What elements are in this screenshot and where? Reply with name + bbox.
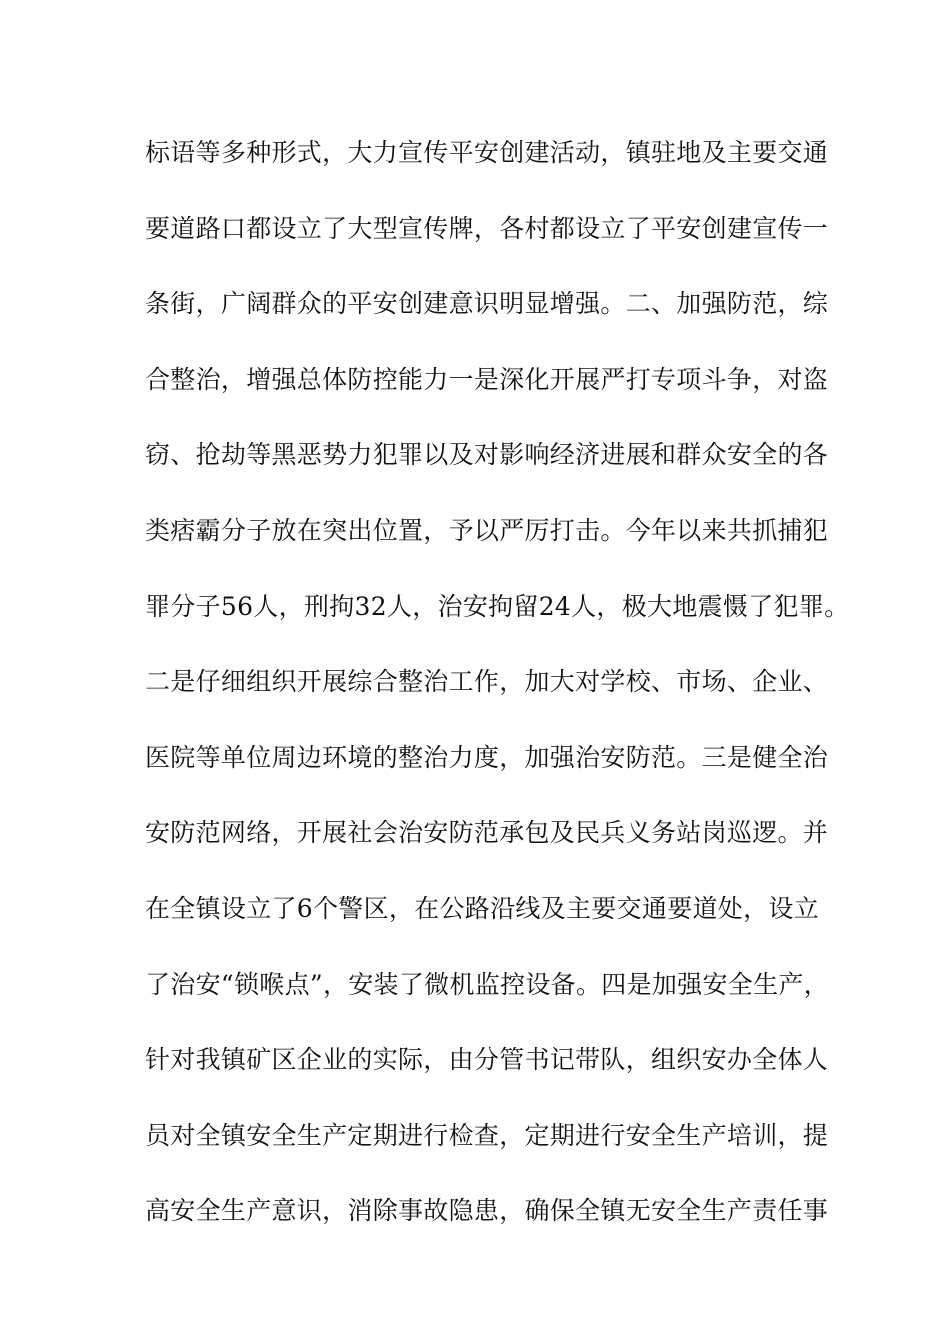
text-line: 了治安“锁喉点”，安装了微机监控设备。四是加强安全生产，: [145, 969, 829, 999]
text-line: 安防范网络，开展社会治安防范承包及民兵义务站岗巡逻。并: [145, 818, 829, 848]
text-line: 要道路口都设立了大型宣传牌，各村都设立了平安创建宣传一: [145, 213, 829, 243]
text-line: 医院等单位周边环境的整治力度，加强治安防范。三是健全治: [145, 742, 829, 772]
text-line: 合整治，增强总体防控能力一是深化开展严打专项斗争，对盗: [145, 364, 829, 394]
text-line: 在全镇设立了6个警区，在公路沿线及主要交通要道处，设立: [145, 893, 820, 923]
text-line: 标语等多种形式，大力宣传平安创建活动，镇驻地及主要交通: [145, 138, 829, 167]
text-line: 二是仔细组织开展综合整治工作，加大对学校、市场、企业、: [145, 667, 829, 697]
text-line: 窃、抢劫等黑恶势力犯罪以及对影响经济进展和群众安全的各: [145, 440, 829, 470]
text-line: 针对我镇矿区企业的实际，由分管书记带队，组织安办全体人: [145, 1045, 829, 1075]
text-line: 类痞霸分子放在突出位置，予以严厉打击。今年以来共抓捕犯: [145, 515, 829, 545]
text-line: 条街，广阔群众的平安创建意识明显增强。二、加强防范，综: [145, 289, 829, 319]
text-line: 高安全生产意识，消除事故隐患，确保全镇无安全生产责任事: [145, 1196, 829, 1226]
text-line: 罪分子56人，刑拘32人，治安拘留24人，极大地震慑了犯罪。: [145, 591, 850, 621]
text-line: 员对全镇安全生产定期进行检查，定期进行安全生产培训，提: [145, 1120, 829, 1150]
body-text: [145, 131, 850, 1265]
